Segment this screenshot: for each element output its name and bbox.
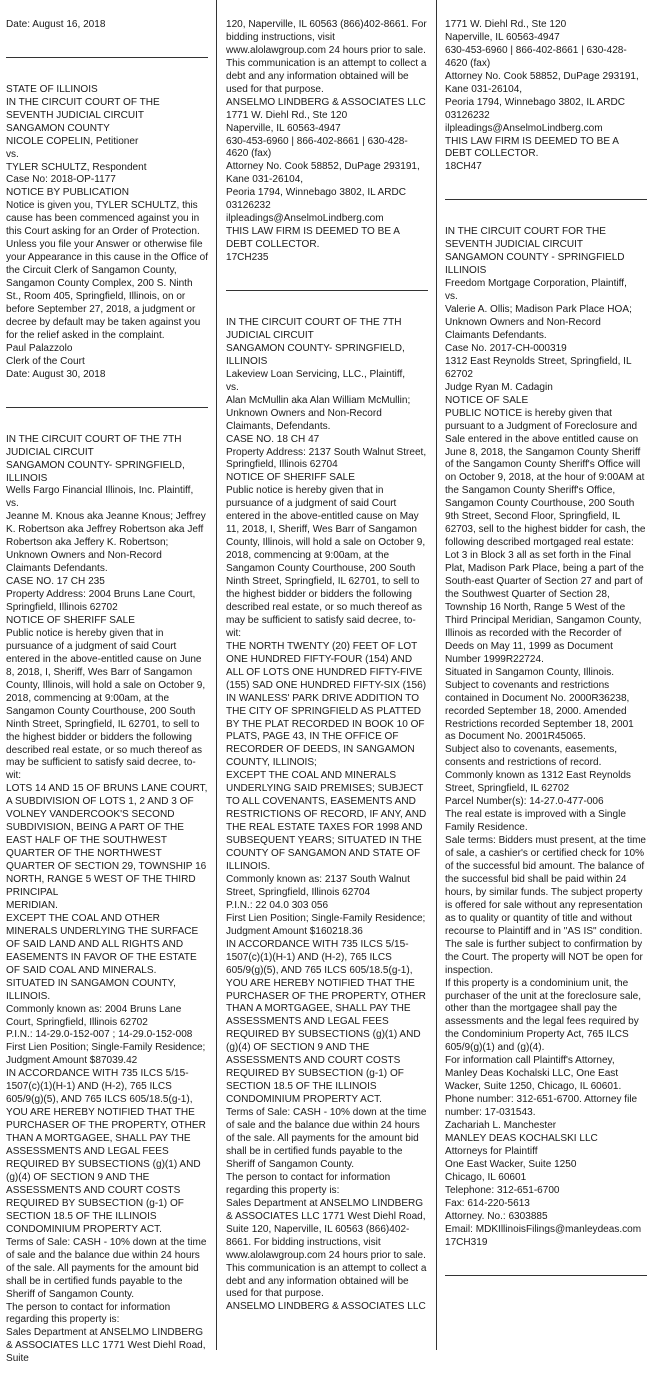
notice-sale-reynolds-street: IN THE CIRCUIT COURT FOR THE SEVENTH JUDICIAL CIRCUIT SANGAMON COUNTY - SPRINGFIELD ILLINOIS Freedom Mortgage Corporation, Plaintiff, vs. Valerie A. Ollis; Madison Park Place HOA; Unknown Owners and Non-Record Claimants Defendants. Case No. 2017-CH-000319 1312 East Reynolds Street, Springfield, IL 62702 Judge Ryan M. Cadagin NOTICE OF SALE PUBLIC NOTICE is hereby given that pursuant to a Judgment of Foreclosure and Sale entered in the above entitled cause on June 8, 2018, the Sangamon County Sheriff of the Sangamon County Sheriff's Office will on October 9, 2018, at the hour of 9:00AM at the Sangamon County Sheriff's Office, Sangamon County Courthouse, 200 South 9th Street, Second Floor, Springfield, IL 62703, sell to the highest bidder for cash, the following described mortgaged real estate: Lot 3 in Block 3 all as set forth in the Final Plat, Madison Park Place, being a part of the South-east Quarter of Section 27 and part of the Southwest Quarter of Section 28, Township 16 North, Range 5 West of the Third Principal Meridian, Sangamon County, Illinois as recorded with the Recorder of Deeds on May 11, 1999 as Document Number 1999R22724. Situated in Sangamon County, Illinois. Subject to covenants and restrictions contained in Document No. 2000R36238, recorded September 18, 2000. Amended Restrictions recorded September 18, 2001 as Document No. 2001R45065. Subject also to covenants, easements, consents and restrictions of record. Commonly known as 1312 East Reynolds Street, Springfield, IL 62702 Parcel Number(s): 14-27.0-477-006 The real estate is improved with a Single Family Residence. Sale terms: Bidders must present, at the time of sale, a cashier's or certified check for 10% of the successful bid amount. The balance of the successful bid shall be paid within 24 hours, by similar funds. The subject property is offered for sale without any representation as to quality or quantity of title and without recourse to Plaintiff and in "AS IS" condition. The sale is further subject to confirmation by the Court. The property will NOT be open for inspection. If this property is a condominium unit, the purchaser of the unit at the foreclosure sale, other than the mortgagee shall pay the assessments and the legal fees required by the Condominium Property Act, 765 ILCS 605/9(g)(1) and (g)(4). For information call Plaintiff's Attorney, Manley Deas Kochalski LLC, One East Wacker, Suite 1250, Chicago, IL 60601. Phone number: 312-651-6700. Attorney file number: 17-031543. Zachariah L. Manchester MANLEY DEAS KOCHALSKI LLC Attorneys for Plaintiff One East Wacker, Suite 1250 Chicago, IL 60601 Telephone: 312-651-6700 Fax: 614-220-5613 Attorney. No.: 6303885 Email: MDKIllinoisFilings@manleydeas.com 17CH319: [445, 226, 647, 1248]
notice-sheriff-sale-walnut-street: IN THE CIRCUIT COURT OF THE 7TH JUDICIAL CIRCUIT SANGAMON COUNTY- SPRINGFIELD, ILLINOIS Lakeview Loan Servicing, LLC., Plaintiff, vs. Alan McMullin aka Alan William McMullin; Unknown Owners and Non-Record Claimants, Defendants. CASE NO. 18 CH 47 Property Address: 2137 South Walnut Street, Springfield, Illinois 62704 NOTICE OF SHERIFF SALE Public notice is hereby given that in pursuance of a judgment of said Court entered in the above-entitled cause on May 11, 2018, I, Sheriff, Wes Barr of Sangamon County, Illinois, will hold a sale on October 9, 2018, commencing at 9:00am, at the Sangamon County Courthouse, 200 South Ninth Street, Springfield, IL 62701, to sell to the highest bidder or bidders the following described real estate, or so much thereof as may be sufficient to satisfy said decree, to-wit: THE NORTH TWENTY (20) FEET OF LOT ONE HUNDRED FIFTY-FOUR (154) AND ALL OF LOTS ONE HUNDRED FIFTY-FIVE (155) SAD ONE HUNDRED FIFTY-SIX (156) IN WANLESS' PARK DRIVE ADDITION TO THE CITY OF SPRINGFIELD AS PLATTED BY THE PLAT RECORDED IN BOOK 10 OF PLATS, PAGE 43, IN THE OFFICE OF RECORDER OF DEEDS, IN SANGAMON COUNTY, ILLINOIS; EXCEPT THE COAL AND MINERALS UNDERLYING SAID PREMISES; SUBJECT TO ALL COVENANTS, EASEMENTS AND RESTRICTIONS OF RECORD, IF ANY, AND THE REAL ESTATE TAXES FOR 1998 AND SUBSEQUENT YEARS; SITUATED IN THE COUNTY OF SANGAMON AND STATE OF ILLINOIS. Commonly known as: 2137 South Walnut Street, Springfield, Illinois 62704 P.I.N.: 22 04.0 303 056 First Lien Position; Single-Family Residence; Judgment Amount $160218.36 IN ACCORDANCE WITH 735 ILCS 5/15-1507(c)(1)(H-1) AND (H-2), 765 ILCS 605/9(g)(5), AND 765 ILCS 605/18.5(g-1), YOU ARE HEREBY NOTIFIED THAT THE PURCHASER OF THE PROPERTY, OTHER THAN A MORTGAGEE, SHALL PAY THE ASSESSMENTS AND LEGAL FEES REQUIRED BY SUBSECTIONS (g)(1) AND (g)(4) OF SECTION 9 AND THE ASSESSMENTS AND COURT COSTS REQUIRED BY SUBSECTION (g-1) OF SECTION 18.5 OF THE ILLINOIS CONDOMINIUM PROPERTY ACT. Terms of Sale: CASH - 10% down at the time of sale and the balance due within 24 hours of the sale. All payments for the amount bid shall be in certified funds payable to the Sheriff of Sangamon County. The person to contact for information regarding this property is: Sales Department at ANSELMO LINDBERG & ASSOCIATES LLC 1771 West Diehl Road, Suite 120, Naperville, IL 60563 (866)402-8661. For bidding instructions, visit www.alolawgroup.com 24 hours prior to sale. This communication is an attempt to collect a debt and any information obtained will be used for that purpose. ANSELMO LINDBERG & ASSOCIATES LLC: [226, 316, 427, 1313]
notice-separator: [226, 290, 428, 291]
column-3: [445, 6, 647, 1302]
notice-order-of-protection: STATE OF ILLINOIS IN THE CIRCUIT COURT OF THE SEVENTH JUDICIAL CIRCUIT SANGAMON COUNTY NICOLE COPELIN, Petitioner vs. TYLER SCHULTZ, Respondent Case No: 2018-OP-1177 NOTICE BY PUBLICATION Notice is given you, TYLER SCHULTZ, this cause has been commenced against you in this Court asking for an Order of Protection. Unless you file your Answer or otherwise file your Appearance in this cause in the Office of the Circuit Clerk of Sangamon County, Sangamon County Complex, 200 S. Ninth St., Room 405, Springfield, Illinois, on or before September 27, 2018, a judgment or decree by default may be taken against you for the relief asked in the complaint. Paul Palazzolo Clerk of the Court Date: August 30, 2018: [6, 83, 208, 380]
notice-date: Date: August 16, 2018: [6, 18, 106, 30]
notice-separator: [6, 57, 208, 58]
notice-sheriff-sale-bruns-lane: IN THE CIRCUIT COURT OF THE 7TH JUDICIAL CIRCUIT SANGAMON COUNTY- SPRINGFIELD, ILLINOIS Wells Fargo Financial Illinois, Inc. Plaintiff, vs. Jeanne M. Knous aka Jeanne Knous; Jeffrey K. Robertson aka Jeffrey Robertson aka Jeff Robertson aka Jeffery K. Robertson; Unknown Owners and Non-Record Claimants Defendants. CASE NO. 17 CH 235 Property Address: 2004 Bruns Lane Court, Springfield, Illinois 62702 NOTICE OF SHERIFF SALE Public notice is hereby given that in pursuance of a judgment of said Court entered in the above-entitled cause on June 8, 2018, I, Sheriff, Wes Barr of Sangamon County, Illinois, will hold a sale on October 9, 2018, commencing at 9:00am, at the Sangamon County Courthouse, 200 South Ninth Street, Springfield, IL 62701, to sell to the highest bidder or bidders the following described real estate, or so much thereof as may be sufficient to satisfy said decree, to-wit: LOTS 14 AND 15 OF BRUNS LANE COURT, A SUBDIVISION OF LOTS 1, 2 AND 3 OF VOLNEY VANDERCOOK'S SECOND SUBDIVISION, BEING A PART OF THE EAST HALF OF THE SOUTHWEST QUARTER OF THE NORTHWEST QUARTER OF SECTION 29, TOWNSHIP 16 NORTH, RANGE 5 WEST OF THE THIRD PRINCIPAL MERIDIAN. EXCEPT THE COAL AND OTHER MINERALS UNDERLYING THE SURFACE OF SAID LAND AND ALL RIGHTS AND EASEMENTS IN FAVOR OF THE ESTATE OF SAID COAL AND MINERALS. SITUATED IN SANGAMON COUNTY, ILLINOIS. Commonly known as: 2004 Bruns Lane Court, Springfield, Illinois 62702 P.I.N.: 14-29.0-152-007 ; 14-29.0-152-008 First Lien Position; Single-Family Residence; Judgment Amount $87039.42 IN ACCORDANCE WITH 735 ILCS 5/15-1507(c)(1)(H-1) AND (H-2), 765 ILCS 605/9(g)(5), AND 765 ILCS 605/18.5(g-1), YOU ARE HEREBY NOTIFIED THAT THE PURCHASER OF THE PROPERTY, OTHER THAN A MORTGAGEE, SHALL PAY THE ASSESSMENTS AND LEGAL FEES REQUIRED BY SUBSECTIONS (g)(1) AND (g)(4) OF SECTION 9 AND THE ASSESSMENTS AND COURT COSTS REQUIRED BY SUBSECTION (g-1) OF SECTION 18.5 OF THE ILLINOIS CONDOMINIUM PROPERTY ACT. Terms of Sale: CASH - 10% down at the time of sale and the balance due within 24 hours of the sale. All payments for the amount bid shall be in certified funds payable to the Sheriff of Sangamon County. The person to contact for information regarding this property is: Sales Department at ANSELMO LINDBERG & ASSOCIATES LLC 1771 West Diehl Road, Suite: [6, 433, 208, 1365]
notice-separator: [6, 407, 208, 408]
column-1: [6, 6, 208, 1379]
notice-separator: [445, 199, 647, 200]
notice-continuation: 1771 W. Diehl Rd., Ste 120 Naperville, IL 60563-4947 630-453-6960 | 866-402-8661 | 630-428-4620 (fax) Attorney No. Cook 58852, DuPage 293191, Kane 031-26104, Peoria 1794, Winnebago 3802, IL ARDC 03126232 ilpleadings@AnselmoLindberg.com THIS LAW FIRM IS DEEMED TO BE A DEBT COLLECTOR. 18CH47: [445, 18, 639, 173]
column-divider: [436, 0, 437, 1350]
notice-continuation: 120, Naperville, IL 60563 (866)402-8661. For bidding instructions, visit www.alolawgroup.com 24 hours prior to sale. This communication is an attempt to collect a debt and any information obtained will be used for that purpose. ANSELMO LINDBERG & ASSOCIATES LLC 1771 W. Diehl Rd., Ste 120 Naperville, IL 60563-4947 630-453-6960 | 866-402-8661 | 630-428-4620 (fax) Attorney No. Cook 58852, DuPage 293191, Kane 031-26104, Peoria 1794, Winnebago 3802, IL ARDC 03126232 ilpleadings@AnselmoLindberg.com THIS LAW FIRM IS DEEMED TO BE A DEBT COLLECTOR. 17CH235: [226, 18, 427, 264]
column-2: [226, 6, 428, 1327]
column-divider: [216, 0, 217, 1350]
notice-separator: [445, 1275, 647, 1276]
